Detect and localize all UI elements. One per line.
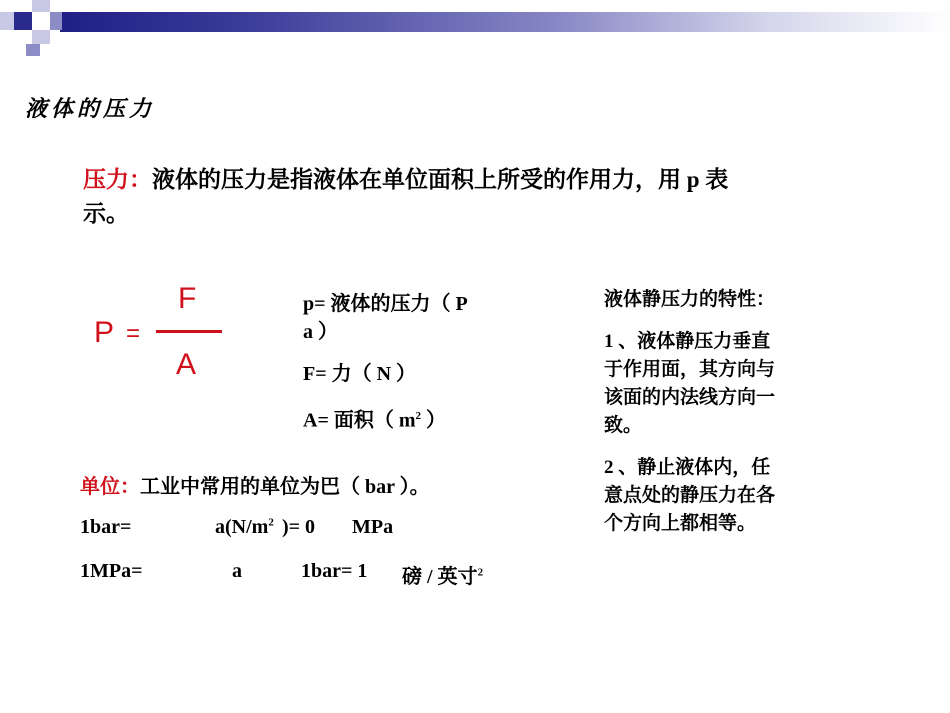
conversion-line-1 <box>80 516 420 542</box>
definition-a-sup: 2 <box>415 410 421 422</box>
definition-p <box>303 290 503 346</box>
decor-square <box>0 12 14 30</box>
conversion-2-d-sup: 2 <box>477 566 484 579</box>
formula-lhs: P <box>94 316 115 349</box>
conversion-2-d-text: 磅 / 英寸 <box>402 566 478 588</box>
property-2-line1: 2 、静止液体内，任 <box>604 457 771 478</box>
property-1-line3: 该面的内法线方向一 <box>604 387 776 408</box>
definition-text-end: 示。 <box>83 201 129 226</box>
conversion-1-a: 1bar= <box>80 516 132 538</box>
definition-f-text: F= 力（ N ） <box>303 363 417 385</box>
variable-definitions <box>303 290 503 449</box>
conversion-1-b <box>215 516 274 539</box>
conversion-2-b: a <box>232 560 242 582</box>
pressure-label: 压力： <box>83 167 152 192</box>
conversion-2-d <box>402 560 483 589</box>
formula-numerator: F <box>178 282 197 315</box>
conversion-1-b-text: a(N/m <box>215 516 269 538</box>
formula-equals: = <box>126 320 141 347</box>
definition-a-tail: ） <box>421 409 446 432</box>
definition-p-line1: p= 液体的压力（ P <box>303 293 468 315</box>
pressure-formula <box>94 282 234 386</box>
decor-square <box>32 0 50 12</box>
formula-denominator: A <box>176 348 197 381</box>
definition-a <box>303 402 503 435</box>
property-item-1 <box>604 328 836 440</box>
property-item-2 <box>604 454 836 538</box>
property-2-line3: 个方向上都相等。 <box>604 513 757 534</box>
properties-panel <box>604 286 836 552</box>
decor-square <box>26 44 40 56</box>
property-1-line2: 于作用面，其方向与 <box>604 359 776 380</box>
unit-line <box>80 470 430 499</box>
page-title: 液体的压力 <box>25 96 156 121</box>
property-1-line1: 1 、液体静压力垂直 <box>604 331 771 352</box>
decor-square <box>14 12 32 30</box>
unit-label: 单位： <box>80 476 140 498</box>
definition-f <box>303 360 503 388</box>
conversion-2-c: 1bar= 1 <box>301 560 368 582</box>
unit-text: 工业中常用的单位为巴（ bar ）。 <box>140 476 430 498</box>
properties-heading: 液体静压力的特性： <box>604 289 776 310</box>
definition-text: 液体的压力是指液体在单位面积上所受的作用力，用 p 表 <box>152 167 729 192</box>
definition-p-line2: a ） <box>303 321 338 343</box>
pressure-definition <box>83 163 863 231</box>
decor-square <box>32 30 50 44</box>
conversion-1-d: MPa <box>352 516 394 538</box>
property-2-line2: 意点处的静压力在各 <box>604 485 776 506</box>
conversion-1-b-sup: 2 <box>268 516 274 529</box>
conversion-1-c: )= 0 <box>282 516 316 538</box>
conversion-2-a: 1MPa= <box>80 560 143 582</box>
decor-square <box>50 12 62 30</box>
fraction-bar <box>156 330 222 333</box>
conversion-line-2 <box>80 560 540 586</box>
property-1-line4: 致。 <box>604 415 643 436</box>
header-bar <box>60 12 950 32</box>
definition-a-text: A= 面积（ m <box>303 409 416 432</box>
